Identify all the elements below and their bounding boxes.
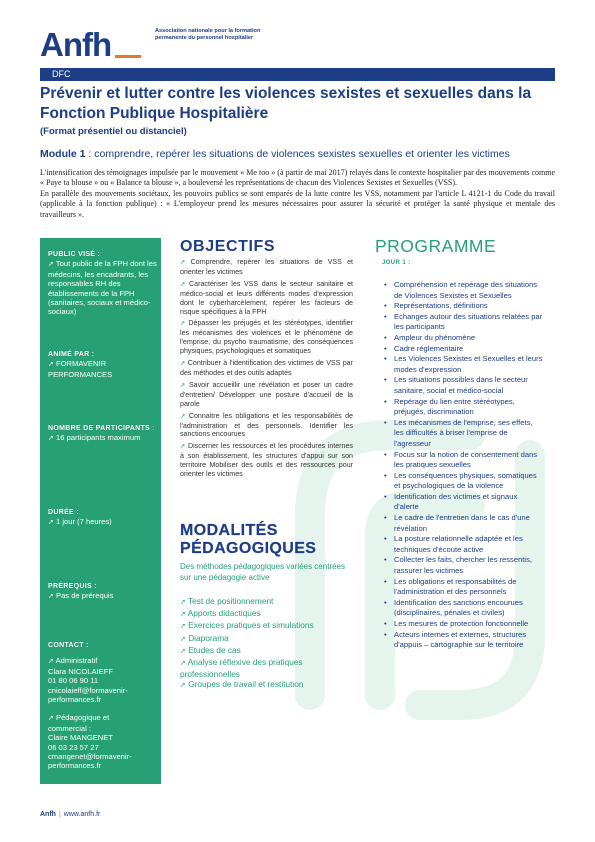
programme-item [384, 301, 544, 312]
arrow-icon: ➚ [180, 412, 186, 420]
bullet-icon: • [384, 629, 387, 639]
module-line [40, 148, 555, 160]
programme-text: Les Violences Sexistes et Sexuelles et leurs modes d'expression [394, 354, 543, 374]
bullet-icon: • [384, 343, 387, 353]
programme-item [384, 450, 544, 471]
bullet-icon: • [384, 555, 387, 565]
programme-item [384, 312, 544, 333]
programme-text: Compréhension et repérage des situations de Violences Sexistes et Sexuelles [394, 280, 538, 300]
bullet-icon: • [384, 513, 387, 523]
programme-item [384, 333, 544, 344]
contact2-email[interactable]: cmangenet@formavenir- performances.fr [48, 752, 132, 771]
bullet-icon: • [384, 301, 387, 311]
arrow-icon: ➚ [48, 593, 54, 601]
programme-text: Repérage du lien entre stéréotypes, préjugés, discrimination [394, 396, 515, 417]
footer-brand: Anfh [40, 811, 56, 818]
footer-url[interactable]: www.anfh.fr [63, 811, 101, 818]
programme-item [384, 344, 544, 355]
arrow-icon: ➚ [48, 261, 54, 269]
bullet-icon: • [384, 597, 387, 607]
programme-item [384, 375, 544, 396]
anime-text: FORMAVENIR PERFORMANCES [48, 359, 113, 379]
programme-text: Les conséquences physiques, somatiques et psychologiques de la violence [394, 470, 537, 491]
objectif-item [180, 442, 353, 479]
nombre-block [48, 424, 158, 444]
modalite-text: Apports didactiques [187, 608, 261, 619]
programme-item [384, 354, 544, 375]
anime-heading: ANIMÉ PAR : [48, 351, 95, 358]
modalite-text: Etudes de cas [188, 644, 241, 655]
bullet-icon: • [384, 332, 387, 342]
modalite-text: Analyse réflexive des pratiques professionnelles [180, 657, 303, 680]
programme-text: Echanges autour des situations relatées par les participants [394, 311, 543, 332]
bullet-icon: • [384, 396, 387, 406]
programme-item [384, 492, 544, 513]
programme-item [384, 577, 544, 598]
arrow-icon: ➚ [180, 320, 186, 328]
programme-text: Les situations possibles dans le secteur sanitaire, social et médico-social [394, 375, 528, 395]
section-tag: DFC [52, 69, 71, 79]
contact2-role-line2: commercial : [48, 723, 92, 733]
contact2-name: Claire MANGENET [48, 733, 113, 743]
nombre-heading: NOMBRE DE PARTICIPANTS : [48, 425, 155, 432]
modalites-heading-line2: PÉDAGOGIQUES [180, 540, 317, 557]
programme-text: Ampleur du phénomène [394, 332, 476, 342]
programme-item [384, 598, 544, 619]
programme-heading: PROGRAMME [375, 236, 497, 256]
arrow-icon: ➚ [180, 599, 186, 606]
bullet-icon: • [384, 491, 387, 501]
programme-text: Les mesures de protection fonctionnelle [394, 619, 529, 628]
public-text: Tout public de la FPH dont les médecins, les encadrants, les responsables RH des établissements de la FPH (sanitaires, sociaux et médico-sociaux) [48, 259, 157, 317]
programme-text: La posture relationnelle adaptée et les techniques d'écoute active [394, 534, 523, 554]
prerequis-block [48, 582, 158, 602]
arrow-icon: ➚ [180, 381, 186, 389]
objectif-text: Comprendre, repérer les situations de VSS et orienter les victimes [180, 258, 353, 276]
contact-block [48, 641, 158, 771]
objectif-item [180, 381, 353, 409]
intro-paragraph: En parallèle des mouvements sociétaux, les pouvoirs publics se sont emparés de la lutte contre les VSS, notamment par l'article L 4121-1 du Code du travail (applicable à la fonction publique) : « L'employeur prend les mesures nécessaires pour assurer la sécurité et protéger la santé physique et mentale des travailleurs ». [40, 188, 555, 219]
contact2-role: Pédagogique et [56, 713, 110, 723]
bullet-icon: • [384, 619, 387, 628]
programme-text: Représentations, définitions [394, 301, 488, 311]
duree-text: 1 jour (7 heures) [56, 517, 112, 527]
programme-item [384, 397, 544, 418]
contact1-email[interactable]: cnicolaieff@formavenir- performances.fr [48, 685, 128, 705]
prerequis-text: Pas de prérequis [56, 591, 114, 601]
programme-text: Collecter les faits, chercher les ressentis, rassurer les victimes [394, 555, 533, 576]
bullet-icon: • [384, 576, 387, 586]
anime-block [48, 350, 158, 379]
programme-item [384, 555, 544, 576]
programme-text: Les mécanismes de l'emprise, ses effets, les difficultés à briser l'emprise de l'agresseur [394, 417, 533, 448]
section-banner [40, 68, 555, 81]
arrow-icon: ➚ [180, 611, 186, 619]
objectifs-heading: OBJECTIFS [180, 238, 276, 255]
modalite-item [180, 657, 360, 679]
modalite-text: Exercices pratiques et simulations [188, 620, 314, 631]
arrow-icon: ➚ [180, 623, 186, 631]
programme-item [384, 280, 544, 301]
contact1-name: Clara NICOLAIEFF [48, 666, 113, 676]
duree-block [48, 508, 158, 528]
contact2-phone: 06 03 23 57 27 [48, 742, 99, 752]
bullet-icon: • [384, 470, 387, 480]
contact-heading: CONTACT : [48, 642, 89, 649]
bullet-icon: • [384, 449, 387, 459]
programme-text: Acteurs internes et externes, structures d'appuis – cartographie sur le territoire [394, 629, 527, 650]
modalite-item [180, 679, 360, 691]
duree-heading: DURÉE : [48, 509, 79, 516]
arrow-icon: ➚ [180, 647, 186, 655]
modalite-item [180, 620, 360, 632]
objectif-text: Connaitre les obligations et les responsabilités de l'administration et des personnels. Identifier les sanctions encourues [180, 411, 353, 439]
programme-text: Le cadre de l'entretien dans le cas d'une révélation [394, 513, 530, 533]
modalite-item [180, 633, 360, 645]
page-footer [40, 811, 100, 818]
modalite-text: Test de positionnement [188, 596, 274, 606]
objectif-item [180, 359, 353, 378]
programme-item [384, 630, 544, 651]
page-title: Prévenir et lutter contre les violences sexistes et sexuelles dans la Fonction Publique Hospitalière [40, 85, 532, 122]
contact1-role: Administratif [55, 656, 98, 666]
arrow-icon: ➚ [48, 435, 54, 443]
bullet-icon: • [384, 280, 387, 289]
modalites-heading-line1: MODALITÉS [180, 522, 278, 539]
prerequis-heading: PRÉREQUIS : [48, 583, 97, 590]
modalites-list [180, 596, 360, 692]
contact1-phone: 01 80 06 90 11 [48, 676, 99, 686]
logo-wordmark: Anfh [40, 26, 112, 63]
arrow-icon: ➚ [48, 361, 54, 369]
objectif-text: Savoir accueillir une révélation et poser un cadre d'entretien/ Développer une posture d'accueil de la parole [180, 380, 353, 408]
objectif-item [180, 319, 353, 356]
programme-list [384, 280, 544, 651]
objectif-item [180, 258, 353, 277]
info-sidebar [40, 238, 161, 784]
public-heading: PUBLIC VISÉ : [48, 251, 101, 258]
footer-separator: | [58, 811, 61, 818]
arrow-icon: ➚ [180, 360, 186, 368]
intro-text [40, 168, 555, 220]
arrow-icon: ➚ [180, 660, 186, 668]
bullet-icon: • [384, 354, 387, 364]
modalite-item [180, 596, 360, 608]
modalites-heading [180, 522, 360, 558]
arrow-icon: ➚ [48, 715, 54, 723]
programme-item [384, 619, 544, 630]
programme-text: Identification des victimes et signaux d'alerte [394, 491, 518, 512]
intro-paragraph: L'intensification des témoignages impulsée par le mouvement « Me too » (à partir de mai 2017) relayés dans le contexte hospitalier par des mouvements comme « Paye ta blouse » ou « Balance ta blouse », a bouleversé les représentations de chacun des Violences Sexistes et Sexuelles (VSS). [40, 168, 555, 188]
modalites-intro: Des méthodes pédagogiques variées centrées sur une pédagogie active [180, 562, 345, 582]
objectif-text: Discerner les ressources et les procédures internes à son établissement, les structures d'appui sur son territoire Mobiliser des outils et des ressources pour orienter les victimes [180, 442, 353, 479]
public-block [48, 250, 158, 317]
logo-accent-bar [115, 55, 141, 58]
arrow-icon: ➚ [48, 658, 54, 666]
arrow-icon: ➚ [180, 682, 186, 690]
objectif-text: Dépasser les préjugés et les stéréotypes, identifier les mécanismes des violences et le phénomène de l'emprise, du psycho traumatisme, des conséquences physiques, psychologiques et somatiques [180, 319, 353, 356]
modalite-item [180, 608, 360, 620]
programme-item [384, 418, 544, 450]
bullet-icon: • [384, 311, 387, 321]
arrow-icon: ➚ [180, 280, 186, 288]
programme-day-label: JOUR 1 : [382, 260, 411, 266]
module-label: Module 1 [40, 148, 86, 160]
programme-text: Focus sur la notion de consentement dans les pratiques sexuelles [394, 449, 538, 470]
modalite-item [180, 645, 360, 657]
bullet-icon: • [384, 534, 387, 544]
arrow-icon: ➚ [180, 443, 186, 451]
bullet-icon: • [384, 417, 387, 427]
anfh-logo [40, 25, 290, 67]
programme-item [384, 534, 544, 555]
objectif-text: Caractériser les VSS dans le secteur sanitaire et médico-social et leurs différents modes d'expression dont le cyberharcèlement, repérer les facteurs de risque spécifiques à la FPH [180, 279, 353, 316]
arrow-icon: ➚ [48, 519, 54, 527]
programme-item [384, 471, 544, 492]
programme-text: Les obligations et responsabilités de l'administration et des personnels [394, 576, 517, 597]
logo-org-name: Association nationale pour la formation permanente du personnel hospitalier [155, 28, 261, 41]
page-subtitle: (Format présentiel ou distanciel) [40, 126, 187, 137]
programme-text: Identification des sanctions encourues (disciplinaires, pénales et civiles) [394, 597, 523, 618]
bullet-icon: • [384, 375, 387, 385]
arrow-icon: ➚ [180, 635, 186, 643]
modalite-text: Diaporama [188, 632, 229, 643]
modalite-text: Groupes de travail et restitution [188, 679, 304, 690]
programme-text: Cadre réglementaire [394, 343, 464, 353]
objectif-item [180, 280, 353, 317]
objectifs-list [180, 258, 353, 482]
module-text: : comprendre, repérer les situations de violences sexistes sexuelles et orienter les victimes [85, 148, 510, 160]
objectif-item [180, 412, 353, 440]
objectif-text: Contribuer à l'identification des victimes de VSS par des méthodes et des outils adaptés [180, 359, 353, 377]
programme-item [384, 513, 544, 534]
nombre-text: 16 participants maximum [56, 433, 141, 443]
arrow-icon: ➚ [180, 259, 186, 266]
